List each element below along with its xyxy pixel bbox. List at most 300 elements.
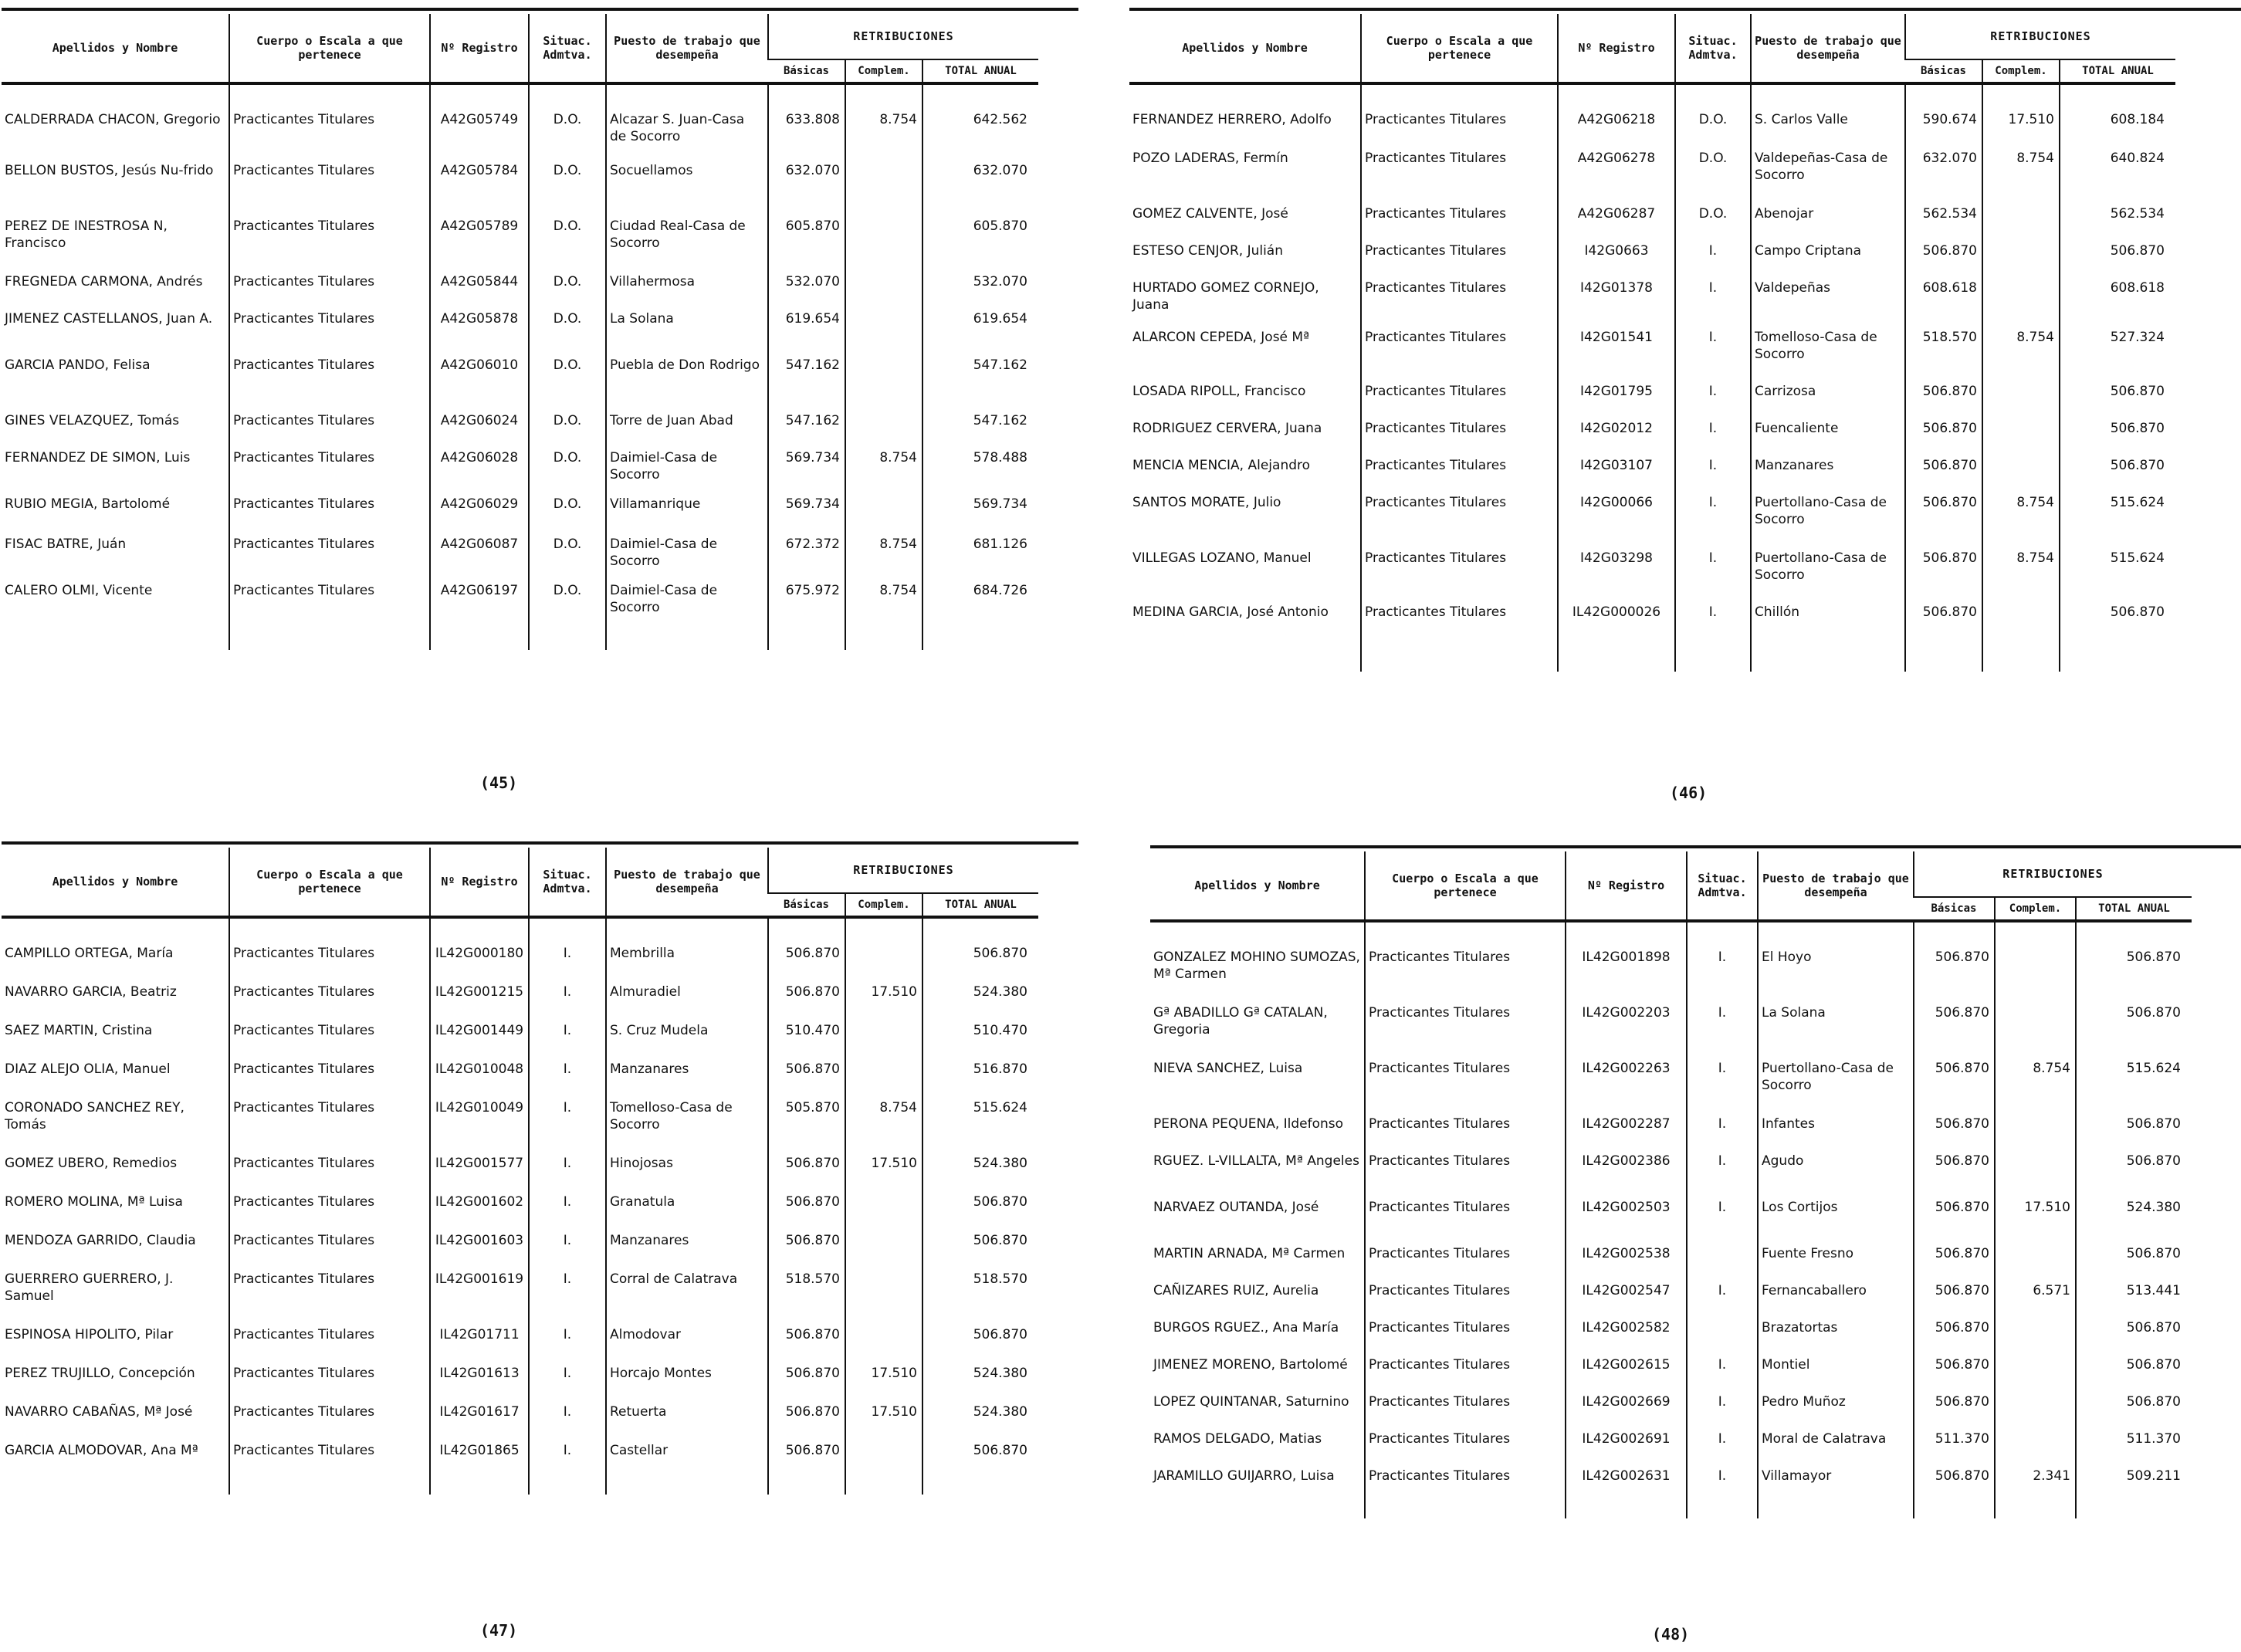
cell-post: Puertollano-Casa de Socorro — [1758, 1055, 1914, 1111]
cell-basic: 511.370 — [1914, 1426, 1995, 1463]
top-rule — [2, 8, 1078, 11]
cell-name: GINES VELAZQUEZ, Tomás — [5, 413, 180, 428]
cell-post: Manzanares — [606, 1056, 768, 1095]
cell-basic: 506.870 — [1914, 1389, 1995, 1426]
cell-post: Almodovar — [606, 1322, 768, 1360]
cell-total: 608.618 — [2060, 275, 2175, 324]
cell-name: NAVARRO CABAÑAS, Mª José — [5, 1404, 193, 1420]
table-row — [1150, 1463, 2192, 1518]
cell-situation: I. — [1687, 1389, 1758, 1426]
cell-total: 516.870 — [922, 1056, 1038, 1095]
cell-corps: Practicantes Titulares — [1365, 1278, 1566, 1315]
table-row — [2, 306, 1038, 352]
cell-total: 532.070 — [922, 269, 1038, 306]
cell-situation: D.O. — [529, 408, 606, 445]
cell-name: RAMOS DELGADO, Matias — [1153, 1431, 1322, 1447]
cell-name: ESTESO CENJOR, Julián — [1132, 243, 1284, 259]
cell-corps: Practicantes Titulares — [1361, 415, 1558, 452]
register-table — [1129, 14, 2175, 672]
header-name: Apellidos y Nombre — [1194, 878, 1320, 892]
cell-registry: IL42G002615 — [1566, 1352, 1687, 1389]
cell-total: 506.870 — [2060, 378, 2175, 415]
header-basic: Básicas — [768, 893, 845, 917]
cell-total: 506.870 — [2076, 1000, 2192, 1055]
cell-corps: Practicantes Titulares — [229, 1437, 430, 1495]
table-row — [1150, 1426, 2192, 1463]
cell-corps: Practicantes Titulares — [1365, 1148, 1566, 1194]
page-number: (47) — [480, 1621, 518, 1640]
cell-comp — [1995, 1426, 2076, 1463]
table-row — [1129, 452, 2175, 489]
cell-registry: A42G05789 — [430, 213, 529, 269]
cell-basic: 675.972 — [768, 577, 845, 650]
cell-name: CALERO OLMI, Vicente — [5, 583, 153, 598]
cell-basic: 506.870 — [768, 1150, 845, 1189]
cell-name: RGUEZ. L-VILLALTA, Mª Angeles — [1153, 1153, 1359, 1169]
cell-comp: 8.754 — [845, 1095, 922, 1150]
cell-name: FREGNEDA CARMONA, Andrés — [5, 274, 203, 289]
cell-registry: A42G05844 — [430, 269, 529, 306]
cell-name: PEREZ TRUJILLO, Concepción — [5, 1366, 195, 1381]
cell-name: GOMEZ CALVENTE, José — [1132, 206, 1288, 222]
cell-comp — [1982, 452, 2060, 489]
cell-name: Gª ABADILLO Gª CATALAN, Gregoria — [1153, 1005, 1328, 1038]
table-row — [2, 1227, 1038, 1266]
cell-registry: I42G02012 — [1558, 415, 1675, 452]
cell-situation: D.O. — [529, 491, 606, 531]
cell-situation: I. — [1675, 489, 1751, 545]
header-corps: Cuerpo o Escala a que pertenece — [229, 848, 430, 917]
cell-name: NARVAEZ OUTANDA, José — [1153, 1200, 1319, 1215]
cell-registry: A42G05784 — [430, 157, 529, 213]
cell-post: El Hoyo — [1758, 921, 1914, 1000]
cell-name: CAÑIZARES RUIZ, Aurelia — [1153, 1283, 1319, 1298]
cell-post: Villamanrique — [606, 491, 768, 531]
cell-total: 506.870 — [922, 1227, 1038, 1266]
cell-situation: I. — [1675, 238, 1751, 275]
cell-corps: Practicantes Titulares — [1361, 201, 1558, 238]
cell-name: PERONA PEQUENA, Ildefonso — [1153, 1116, 1344, 1132]
header-basic: Básicas — [768, 59, 845, 83]
cell-total: 506.870 — [922, 1437, 1038, 1495]
cell-post: Brazatortas — [1758, 1315, 1914, 1352]
cell-comp: 8.754 — [1982, 489, 2060, 545]
cell-situation: I. — [1675, 378, 1751, 415]
cell-post: Puebla de Don Rodrigo — [606, 352, 768, 408]
cell-basic: 518.570 — [1905, 324, 1982, 378]
cell-basic: 506.870 — [1914, 1278, 1995, 1315]
cell-post: Campo Criptana — [1751, 238, 1905, 275]
cell-situation: I. — [1675, 415, 1751, 452]
cell-basic: 506.870 — [1914, 1241, 1995, 1278]
cell-registry: IL42G01617 — [430, 1399, 529, 1437]
table-row — [2, 917, 1038, 979]
cell-post: Tomelloso-Casa de Socorro — [1751, 324, 1905, 378]
table-row — [1129, 238, 2175, 275]
cell-corps: Practicantes Titulares — [229, 352, 430, 408]
cell-comp: 8.754 — [845, 577, 922, 650]
cell-comp — [845, 157, 922, 213]
cell-total: 524.380 — [922, 979, 1038, 1017]
table-row — [2, 1150, 1038, 1189]
cell-total: 515.624 — [922, 1095, 1038, 1150]
page-number: (48) — [1652, 1625, 1690, 1644]
cell-situation: I. — [529, 1227, 606, 1266]
cell-registry: I42G0663 — [1558, 238, 1675, 275]
register-table — [1150, 851, 2192, 1518]
cell-situation: I. — [1675, 324, 1751, 378]
cell-basic: 506.870 — [1905, 545, 1982, 599]
cell-comp — [1995, 1111, 2076, 1148]
cell-situation: D.O. — [529, 269, 606, 306]
cell-post: S. Cruz Mudela — [606, 1017, 768, 1056]
cell-post: Abenojar — [1751, 201, 1905, 238]
cell-comp — [1982, 599, 2060, 672]
cell-comp — [1995, 1352, 2076, 1389]
table-row — [1150, 1278, 2192, 1315]
cell-name: FISAC BATRE, Juán — [5, 537, 127, 552]
register-table — [2, 14, 1038, 650]
header-name: Apellidos y Nombre — [52, 41, 178, 55]
cell-situation: I. — [529, 979, 606, 1017]
table-row — [1129, 378, 2175, 415]
header-retribuciones: RETRIBUCIONES — [1914, 851, 2192, 897]
cell-corps: Practicantes Titulares — [229, 1095, 430, 1150]
cell-post: Granatula — [606, 1189, 768, 1227]
cell-corps: Practicantes Titulares — [1365, 1352, 1566, 1389]
cell-total: 547.162 — [922, 352, 1038, 408]
cell-name: MEDINA GARCIA, José Antonio — [1132, 604, 1329, 620]
cell-registry: IL42G002386 — [1566, 1148, 1687, 1194]
cell-post: Horcajo Montes — [606, 1360, 768, 1399]
cell-post: Fuencaliente — [1751, 415, 1905, 452]
cell-post: Alcazar S. Juan-Casa de Socorro — [606, 83, 768, 157]
header-situation: Situac. Admtva. — [529, 14, 606, 83]
cell-corps: Practicantes Titulares — [1365, 1315, 1566, 1352]
cell-post: Castellar — [606, 1437, 768, 1495]
header-retribuciones: RETRIBUCIONES — [768, 14, 1038, 59]
cell-total: 511.370 — [2076, 1426, 2192, 1463]
table-row — [2, 1189, 1038, 1227]
cell-situation: I. — [529, 1150, 606, 1189]
cell-corps: Practicantes Titulares — [1361, 324, 1558, 378]
table-row — [1129, 324, 2175, 378]
cell-basic: 506.870 — [768, 1227, 845, 1266]
table-row — [2, 1399, 1038, 1437]
cell-total: 506.870 — [2060, 599, 2175, 672]
cell-situation: I. — [1687, 1352, 1758, 1389]
register-panel-46 — [1129, 8, 2241, 811]
cell-name: GARCIA PANDO, Felisa — [5, 357, 151, 373]
header-retribuciones: RETRIBUCIONES — [1905, 14, 2175, 59]
cell-post: Manzanares — [606, 1227, 768, 1266]
table-row — [1150, 1111, 2192, 1148]
cell-comp — [1982, 275, 2060, 324]
cell-registry: IL42G002203 — [1566, 1000, 1687, 1055]
cell-corps: Practicantes Titulares — [229, 1266, 430, 1322]
cell-total: 569.734 — [922, 491, 1038, 531]
cell-registry: IL42G000026 — [1558, 599, 1675, 672]
cell-total: 547.162 — [922, 408, 1038, 445]
cell-situation: I. — [529, 1360, 606, 1399]
cell-total: 506.870 — [922, 1189, 1038, 1227]
cell-name: JIMENEZ CASTELLANOS, Juan A. — [5, 311, 213, 327]
header-post: Puesto de trabajo que desempeña — [606, 848, 768, 917]
cell-registry: IL42G001215 — [430, 979, 529, 1017]
cell-comp: 8.754 — [845, 445, 922, 491]
header-corps: Cuerpo o Escala a que pertenece — [1361, 14, 1558, 83]
table-row — [1150, 1055, 2192, 1111]
cell-post: Torre de Juan Abad — [606, 408, 768, 445]
cell-corps: Practicantes Titulares — [1365, 1463, 1566, 1518]
cell-basic: 632.070 — [768, 157, 845, 213]
header-situation: Situac. Admtva. — [1675, 14, 1751, 83]
register-panel-45 — [2, 8, 1078, 795]
table-row — [1150, 1241, 2192, 1278]
cell-registry: IL42G001619 — [430, 1266, 529, 1322]
cell-comp: 17.510 — [1995, 1194, 2076, 1241]
header-total: TOTAL ANUAL — [2060, 59, 2175, 83]
cell-situation: I. — [529, 1017, 606, 1056]
cell-name: MENDOZA GARRIDO, Claudia — [5, 1233, 196, 1248]
cell-post: Fuente Fresno — [1758, 1241, 1914, 1278]
table-row — [1150, 1389, 2192, 1426]
header-basic: Básicas — [1905, 59, 1982, 83]
cell-corps: Practicantes Titulares — [229, 1399, 430, 1437]
cell-comp — [845, 1017, 922, 1056]
cell-basic: 505.870 — [768, 1095, 845, 1150]
cell-basic: 506.870 — [1914, 1352, 1995, 1389]
table-row — [1129, 489, 2175, 545]
cell-situation: I. — [1675, 545, 1751, 599]
cell-post: Villahermosa — [606, 269, 768, 306]
cell-situation: I. — [1687, 1194, 1758, 1241]
cell-post: Manzanares — [1751, 452, 1905, 489]
cell-name: GONZALEZ MOHINO SUMOZAS, Mª Carmen — [1153, 950, 1360, 982]
cell-basic: 506.870 — [1905, 452, 1982, 489]
cell-registry: IL42G002669 — [1566, 1389, 1687, 1426]
header-basic: Básicas — [1914, 897, 1995, 921]
table-row — [2, 1266, 1038, 1322]
cell-name: GUERRERO GUERRERO, J. Samuel — [5, 1271, 174, 1304]
table-row — [2, 269, 1038, 306]
cell-comp: 8.754 — [845, 531, 922, 577]
cell-situation: I. — [529, 1266, 606, 1322]
cell-total: 506.870 — [2076, 1389, 2192, 1426]
cell-post: Almuradiel — [606, 979, 768, 1017]
top-rule — [1129, 8, 2241, 11]
cell-registry: A42G06028 — [430, 445, 529, 491]
cell-post: Pedro Muñoz — [1758, 1389, 1914, 1426]
cell-registry: IL42G001898 — [1566, 921, 1687, 1000]
cell-post: Daimiel-Casa de Socorro — [606, 577, 768, 650]
cell-total: 506.870 — [2076, 1315, 2192, 1352]
cell-corps: Practicantes Titulares — [1365, 1241, 1566, 1278]
cell-registry: A42G06197 — [430, 577, 529, 650]
cell-situation: D.O. — [529, 445, 606, 491]
cell-registry: IL42G01865 — [430, 1437, 529, 1495]
cell-name: NIEVA SANCHEZ, Luisa — [1153, 1061, 1303, 1076]
cell-basic: 506.870 — [1905, 489, 1982, 545]
cell-comp — [1995, 1315, 2076, 1352]
cell-name: GARCIA ALMODOVAR, Ana Mª — [5, 1443, 198, 1458]
cell-basic: 547.162 — [768, 408, 845, 445]
cell-comp — [845, 1189, 922, 1227]
cell-comp — [1995, 1148, 2076, 1194]
cell-basic: 506.870 — [1914, 1000, 1995, 1055]
header-complement: Complem. — [1995, 897, 2076, 921]
table-row — [1129, 275, 2175, 324]
cell-total: 506.870 — [2060, 238, 2175, 275]
cell-total: 642.562 — [922, 83, 1038, 157]
header-corps: Cuerpo o Escala a que pertenece — [229, 14, 430, 83]
cell-comp: 8.754 — [1982, 324, 2060, 378]
cell-basic: 506.870 — [1905, 238, 1982, 275]
cell-total: 640.824 — [2060, 145, 2175, 201]
cell-situation: D.O. — [529, 577, 606, 650]
header-registry: Nº Registro — [1566, 851, 1687, 921]
header-situation: Situac. Admtva. — [1687, 851, 1758, 921]
cell-post: Ciudad Real-Casa de Socorro — [606, 213, 768, 269]
cell-basic: 506.870 — [768, 979, 845, 1017]
cell-comp — [845, 269, 922, 306]
cell-corps: Practicantes Titulares — [229, 1360, 430, 1399]
table-row — [2, 1095, 1038, 1150]
cell-basic: 506.870 — [1914, 921, 1995, 1000]
cell-comp — [845, 1056, 922, 1095]
cell-corps: Practicantes Titulares — [229, 1056, 430, 1095]
cell-registry: I42G01378 — [1558, 275, 1675, 324]
cell-name: JIMENEZ MORENO, Bartolomé — [1153, 1357, 1348, 1373]
cell-total: 513.441 — [2076, 1278, 2192, 1315]
cell-post: Infantes — [1758, 1111, 1914, 1148]
cell-situation: I. — [529, 1056, 606, 1095]
cell-post: Daimiel-Casa de Socorro — [606, 445, 768, 491]
table-row — [2, 408, 1038, 445]
cell-registry: IL42G002503 — [1566, 1194, 1687, 1241]
cell-total: 562.534 — [2060, 201, 2175, 238]
cell-corps: Practicantes Titulares — [1365, 1000, 1566, 1055]
page-number: (45) — [480, 774, 518, 792]
cell-name: VILLEGAS LOZANO, Manuel — [1132, 550, 1312, 566]
cell-basic: 506.870 — [1905, 599, 1982, 672]
cell-situation: I. — [1687, 1278, 1758, 1315]
header-corps: Cuerpo o Escala a que pertenece — [1365, 851, 1566, 921]
cell-basic: 506.870 — [1914, 1055, 1995, 1111]
cell-total: 506.870 — [2060, 415, 2175, 452]
cell-corps: Practicantes Titulares — [1365, 1426, 1566, 1463]
cell-situation: D.O. — [1675, 83, 1751, 145]
cell-post: La Solana — [1758, 1000, 1914, 1055]
cell-post: Moral de Calatrava — [1758, 1426, 1914, 1463]
cell-corps: Practicantes Titulares — [1361, 452, 1558, 489]
cell-name: CAMPILLO ORTEGA, María — [5, 946, 174, 961]
cell-basic: 569.734 — [768, 445, 845, 491]
cell-situation: D.O. — [529, 213, 606, 269]
header-total: TOTAL ANUAL — [2076, 897, 2192, 921]
cell-total: 506.870 — [922, 917, 1038, 979]
cell-basic: 569.734 — [768, 491, 845, 531]
table-row — [1129, 201, 2175, 238]
cell-basic: 506.870 — [1905, 378, 1982, 415]
table-row — [1150, 1000, 2192, 1055]
cell-name: FERNANDEZ DE SIMON, Luis — [5, 450, 191, 465]
cell-corps: Practicantes Titulares — [229, 445, 430, 491]
cell-total: 506.870 — [2076, 1148, 2192, 1194]
cell-total: 506.870 — [2076, 1352, 2192, 1389]
cell-registry: IL42G001603 — [430, 1227, 529, 1266]
table-row — [2, 1360, 1038, 1399]
cell-basic: 506.870 — [768, 917, 845, 979]
cell-corps: Practicantes Titulares — [229, 157, 430, 213]
table-row — [2, 577, 1038, 650]
cell-post: Villamayor — [1758, 1463, 1914, 1518]
cell-total: 515.624 — [2076, 1055, 2192, 1111]
header-name: Apellidos y Nombre — [52, 875, 178, 889]
cell-basic: 518.570 — [768, 1266, 845, 1322]
cell-comp — [845, 352, 922, 408]
cell-situation: I. — [1687, 1148, 1758, 1194]
cell-registry: IL42G001577 — [430, 1150, 529, 1189]
header-total: TOTAL ANUAL — [922, 59, 1038, 83]
cell-post: Membrilla — [606, 917, 768, 979]
cell-comp — [1982, 378, 2060, 415]
header-retribuciones: RETRIBUCIONES — [768, 848, 1038, 893]
cell-name: PEREZ DE INESTROSA N, Francisco — [5, 218, 168, 251]
cell-corps: Practicantes Titulares — [1365, 921, 1566, 1000]
cell-situation: I. — [1687, 1000, 1758, 1055]
cell-total: 524.380 — [922, 1399, 1038, 1437]
header-post: Puesto de trabajo que desempeña — [1751, 14, 1905, 83]
table-row — [2, 531, 1038, 577]
cell-corps: Practicantes Titulares — [229, 531, 430, 577]
cell-basic: 510.470 — [768, 1017, 845, 1056]
cell-name: SAEZ MARTIN, Cristina — [5, 1023, 153, 1038]
cell-name: GOMEZ UBERO, Remedios — [5, 1156, 178, 1171]
table-row — [1129, 415, 2175, 452]
cell-situation: I. — [529, 917, 606, 979]
cell-comp — [845, 408, 922, 445]
register-panel-48 — [1150, 845, 2241, 1648]
cell-registry: A42G06087 — [430, 531, 529, 577]
cell-total: 515.624 — [2060, 545, 2175, 599]
cell-registry: IL42G002582 — [1566, 1315, 1687, 1352]
cell-corps: Practicantes Titulares — [1361, 599, 1558, 672]
cell-basic: 506.870 — [768, 1056, 845, 1095]
cell-total: 681.126 — [922, 531, 1038, 577]
cell-corps: Practicantes Titulares — [229, 306, 430, 352]
cell-basic: 632.070 — [1905, 145, 1982, 201]
cell-post: Valdepeñas-Casa de Socorro — [1751, 145, 1905, 201]
table-row — [2, 491, 1038, 531]
cell-corps: Practicantes Titulares — [229, 491, 430, 531]
table-row — [2, 1437, 1038, 1495]
cell-name: HURTADO GOMEZ CORNEJO, Juana — [1132, 280, 1319, 313]
cell-comp — [1995, 921, 2076, 1000]
cell-basic: 506.870 — [768, 1437, 845, 1495]
cell-post: Puertollano-Casa de Socorro — [1751, 489, 1905, 545]
cell-situation: I. — [1675, 452, 1751, 489]
cell-corps: Practicantes Titulares — [1361, 275, 1558, 324]
cell-corps: Practicantes Titulares — [229, 979, 430, 1017]
cell-basic: 506.870 — [1914, 1148, 1995, 1194]
cell-total: 506.870 — [2076, 1111, 2192, 1148]
cell-comp — [845, 1227, 922, 1266]
header-post: Puesto de trabajo que desempeña — [1758, 851, 1914, 921]
cell-situation: I. — [1687, 921, 1758, 1000]
cell-post: Puertollano-Casa de Socorro — [1751, 545, 1905, 599]
table-row — [2, 157, 1038, 213]
